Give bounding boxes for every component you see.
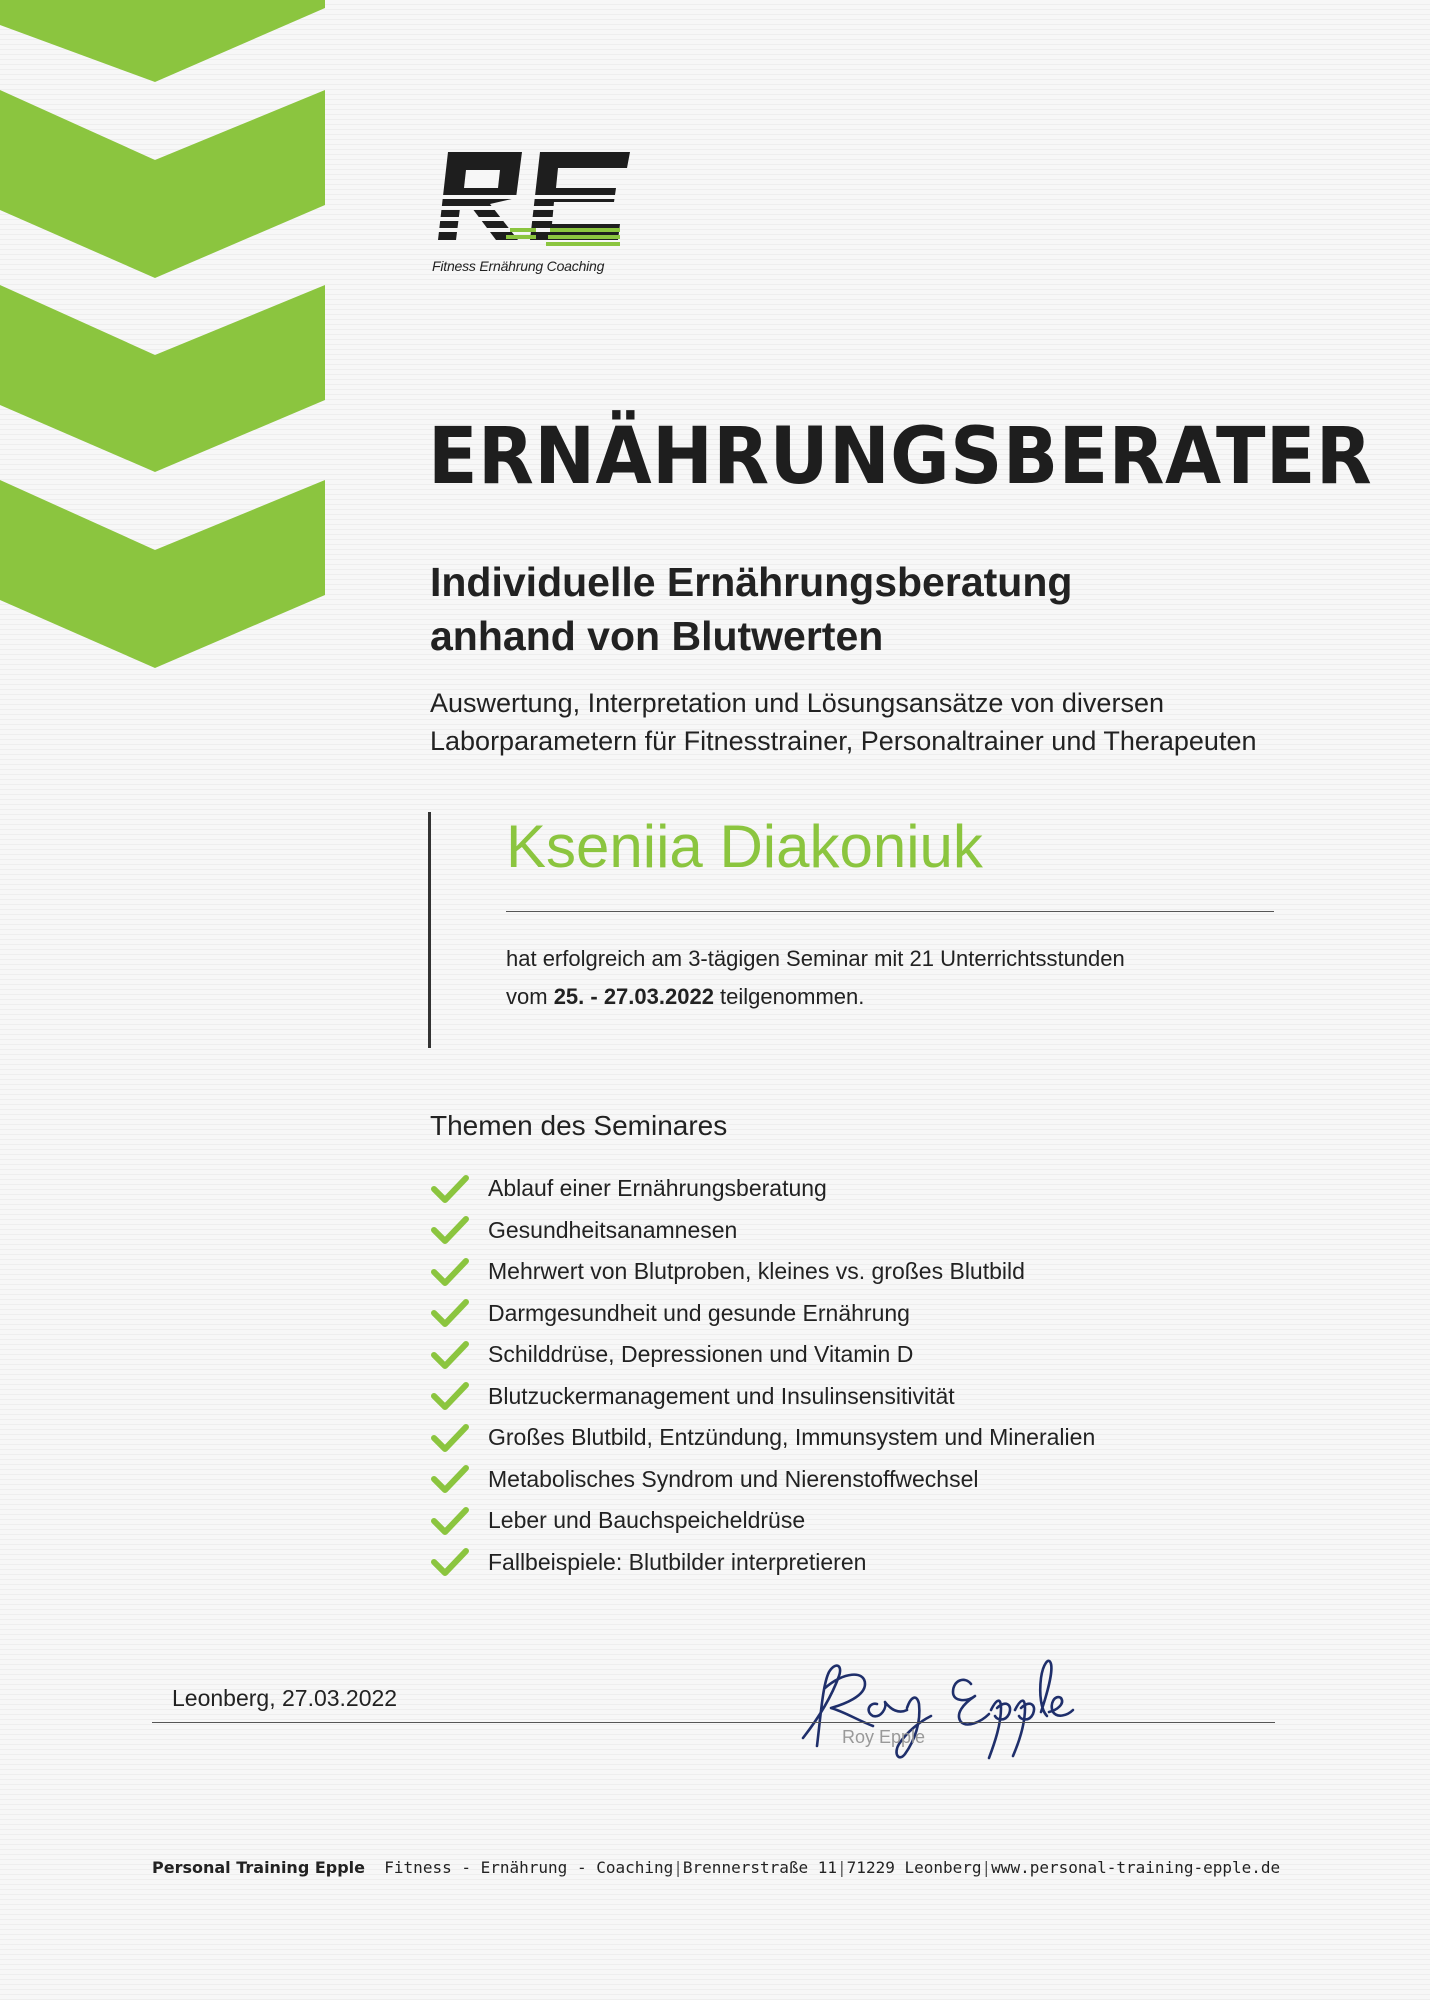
subtitle-line-1: Individuelle Ernährungsberatung [430,559,1073,605]
checkmark-icon [430,1547,470,1577]
topic-label: Metabolisches Syndrom und Nierenstoffwechsel [488,1465,979,1492]
topic-label: Leber und Bauchspeicheldrüse [488,1507,806,1534]
topic-item [430,1500,1095,1542]
topic-item [430,1542,1095,1584]
topic-item [430,1334,1095,1376]
checkmark-icon [430,1423,470,1453]
footer [152,1858,1281,1877]
topic-label: Ablauf einer Ernährungsberatung [488,1175,827,1202]
footer-company: Personal Training Epple [152,1858,366,1877]
description-line-2: Laborparametern für Fitnesstrainer, Personaltrainer und Therapeuten [430,726,1257,756]
topics-list [430,1168,1095,1583]
chevron-4 [0,480,325,668]
certificate-title: ERNÄHRUNGSBERATER [428,412,1373,502]
checkmark-icon [430,1257,470,1287]
handwritten-signature [795,1650,1075,1760]
statement-line-2 [506,978,1306,1016]
completion-statement [506,940,1306,1016]
subtitle-line-2: anhand von Blutwerten [430,613,884,659]
name-underline [506,911,1274,912]
chevron-2 [0,90,325,278]
chevron-3 [0,285,325,472]
topic-item [430,1293,1095,1335]
topic-item [430,1251,1095,1293]
checkmark-icon [430,1340,470,1370]
footer-separator: | [837,1858,847,1877]
signature-line [152,1722,1275,1723]
footer-website[interactable]: www.personal-training-epple.de [991,1858,1281,1877]
footer-separator: | [981,1858,992,1877]
decorative-chevrons [0,0,330,680]
topics-heading: Themen des Seminares [430,1110,728,1141]
topic-item [430,1417,1095,1459]
checkmark-icon [430,1381,470,1411]
topic-item [430,1168,1095,1210]
topic-label: Blutzuckermanagement und Insulinsensitivität [488,1382,955,1409]
checkmark-icon [430,1298,470,1328]
chevron-1 [0,0,325,82]
logo-tagline: Fitness Ernährung Coaching [432,258,605,274]
topic-item [430,1376,1095,1418]
seminar-dates: 25. - 27.03.2022 [553,984,714,1009]
vertical-divider [428,812,431,1048]
footer-slogan: Fitness - Ernährung - Coaching [384,1858,674,1877]
place-date: Leonberg, 27.03.2022 [172,1685,398,1711]
statement-suffix: teilgenommen. [713,984,865,1009]
certificate-description [430,684,1380,760]
footer-city: 71229 Leonberg [846,1858,982,1877]
topic-label: Schilddrüse, Depressionen und Vitamin D [488,1341,914,1368]
checkmark-icon [430,1464,470,1494]
checkmark-icon [430,1174,470,1204]
statement-prefix: vom [506,984,554,1009]
topic-item [430,1210,1095,1252]
topic-label: Großes Blutbild, Entzündung, Immunsystem und Mineralien [488,1424,1096,1451]
re-logo [430,150,630,255]
topic-label: Mehrwert von Blutproben, kleines vs. großes Blutbild [488,1258,1025,1285]
footer-separator: | [673,1858,683,1877]
statement-line-1: hat erfolgreich am 3-tägigen Seminar mit 21 Unterrichtsstunden [506,946,1125,971]
topic-label: Fallbeispiele: Blutbilder interpretieren [488,1548,867,1575]
signer-name: Roy Epple [842,1727,926,1747]
description-line-1: Auswertung, Interpretation und Lösungsansätze von diversen [430,688,1164,718]
footer-street: Brennerstraße 11 [682,1858,838,1877]
recipient-name: Kseniia Diakoniuk [506,813,983,880]
checkmark-icon [430,1506,470,1536]
topic-label: Darmgesundheit und gesunde Ernährung [488,1299,910,1326]
topic-item [430,1459,1095,1501]
certificate-subtitle [430,555,1330,663]
topic-label: Gesundheitsanamnesen [488,1216,738,1243]
checkmark-icon [430,1215,470,1245]
